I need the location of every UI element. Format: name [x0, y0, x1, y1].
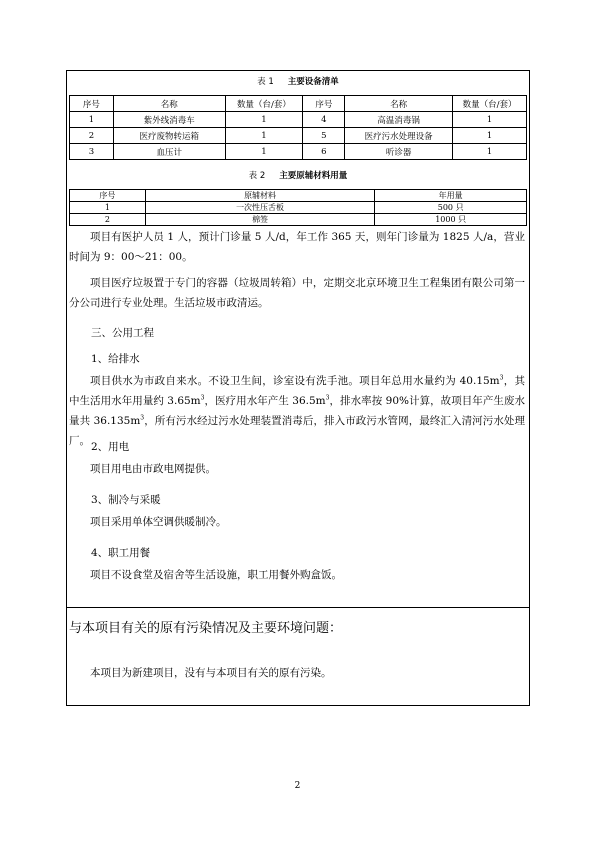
superscript: 3 — [499, 374, 504, 382]
water-heading: 1、给排水 — [91, 353, 140, 365]
canteen-paragraph: 项目不设食堂及宿舍等生活设施，职工用餐外购盒饭。 — [90, 569, 342, 581]
table1-header: 序号 — [303, 96, 345, 112]
table-cell: 2 — [70, 214, 146, 226]
superscript: 3 — [200, 394, 205, 402]
superscript: 3 — [140, 414, 145, 422]
table-cell: 医疗污水处理设备 — [345, 128, 453, 144]
table1-header: 数量（台/套） — [225, 96, 303, 112]
section-title: 与本项目有关的原有污染情况及主要环境问题： — [69, 621, 343, 636]
hvac-heading: 3、制冷与采暖 — [91, 494, 161, 506]
table-cell: 1 — [70, 202, 146, 214]
table1-caption — [67, 75, 529, 87]
power-paragraph: 项目用电由市政电网提供。 — [90, 463, 216, 475]
water-text: ，其中生活用水年用量约 3.65m — [69, 375, 525, 407]
canteen-heading: 4、职工用餐 — [91, 547, 151, 559]
table1-header: 序号 — [70, 96, 114, 112]
table2-caption-number: 表 2 — [248, 171, 266, 181]
table-cell: 一次性压舌板 — [145, 202, 374, 214]
pollution-paragraph: 本项目为新建项目，没有与本项目有关的原有污染。 — [90, 667, 332, 679]
section-divider — [67, 607, 529, 608]
table2-header: 年用量 — [375, 190, 527, 202]
table2-header: 序号 — [70, 190, 146, 202]
table-cell: 1000 只 — [375, 214, 527, 226]
water-text: 项目供水为市政自来水。不设卫生间，诊室设有洗手池。项目年总用水量约为 40.15m — [90, 375, 500, 387]
table-row — [70, 202, 527, 214]
table-cell: 5 — [303, 128, 345, 144]
table-cell: 1 — [70, 112, 114, 128]
table1-header: 名称 — [345, 96, 453, 112]
table2-caption — [67, 169, 529, 181]
table1-header: 数量（台/套） — [453, 96, 527, 112]
table-cell: 听诊器 — [345, 144, 453, 160]
table-cell: 4 — [303, 112, 345, 128]
materials-table — [69, 189, 527, 226]
public-works-heading: 三、公用工程 — [91, 327, 154, 339]
page-number: 2 — [294, 781, 301, 791]
table-row — [70, 112, 527, 128]
table-cell: 紫外线消毒车 — [113, 112, 225, 128]
table-cell: 3 — [70, 144, 114, 160]
table-cell: 1 — [225, 112, 303, 128]
table2-header: 原辅材料 — [145, 190, 374, 202]
table-cell: 血压计 — [113, 144, 225, 160]
table-row — [70, 214, 527, 226]
table-row — [70, 144, 527, 160]
table1-caption-title: 主要设备清单 — [287, 77, 339, 87]
staff-paragraph: 项目有医护人员 1 人，预计门诊量 5 人/d，年工作 365 天，则年门诊量为 1825 人/a，营业时间为 9：00～21：00。 — [69, 231, 525, 263]
table-cell: 6 — [303, 144, 345, 160]
water-paragraph — [69, 371, 525, 451]
content-frame — [66, 70, 530, 706]
table1-header: 名称 — [113, 96, 225, 112]
table2-caption-title: 主要原辅材料用量 — [279, 171, 348, 181]
table-cell: 1 — [225, 144, 303, 160]
superscript: 3 — [325, 394, 330, 402]
water-text: ，排水率按 90%计算，故项目年产生废水量共 36.135m — [69, 395, 525, 427]
medical-waste-paragraph: 项目医疗垃圾置于专门的容器（垃圾周转箱）中，定期交北京环境卫生工程集团有限公司第一分公司进行专业处理。生活垃圾市政清运。 — [69, 277, 525, 309]
water-text: ，医疗用水年产生 36.5m — [204, 395, 326, 407]
table-cell: 1 — [453, 112, 527, 128]
water-text: ，所有污水经过污水处理装置消毒后，排入市政污水管网，最终汇入清河污水处理厂。 — [69, 415, 525, 447]
equipment-table — [69, 95, 527, 160]
table-cell: 1 — [453, 144, 527, 160]
power-heading: 2、用电 — [91, 441, 130, 453]
hvac-paragraph: 项目采用单体空调供暖制冷。 — [90, 516, 227, 528]
table-row — [70, 128, 527, 144]
table-cell: 1 — [453, 128, 527, 144]
table-cell: 2 — [70, 128, 114, 144]
table1-header-row — [70, 96, 527, 112]
table-cell: 医疗废物转运箱 — [113, 128, 225, 144]
table-cell: 500 只 — [375, 202, 527, 214]
table-cell: 棉签 — [145, 214, 374, 226]
table1-caption-number: 表 1 — [257, 77, 274, 87]
table2-header-row — [70, 190, 527, 202]
table-cell: 高温消毒锅 — [345, 112, 453, 128]
table-cell: 1 — [225, 128, 303, 144]
